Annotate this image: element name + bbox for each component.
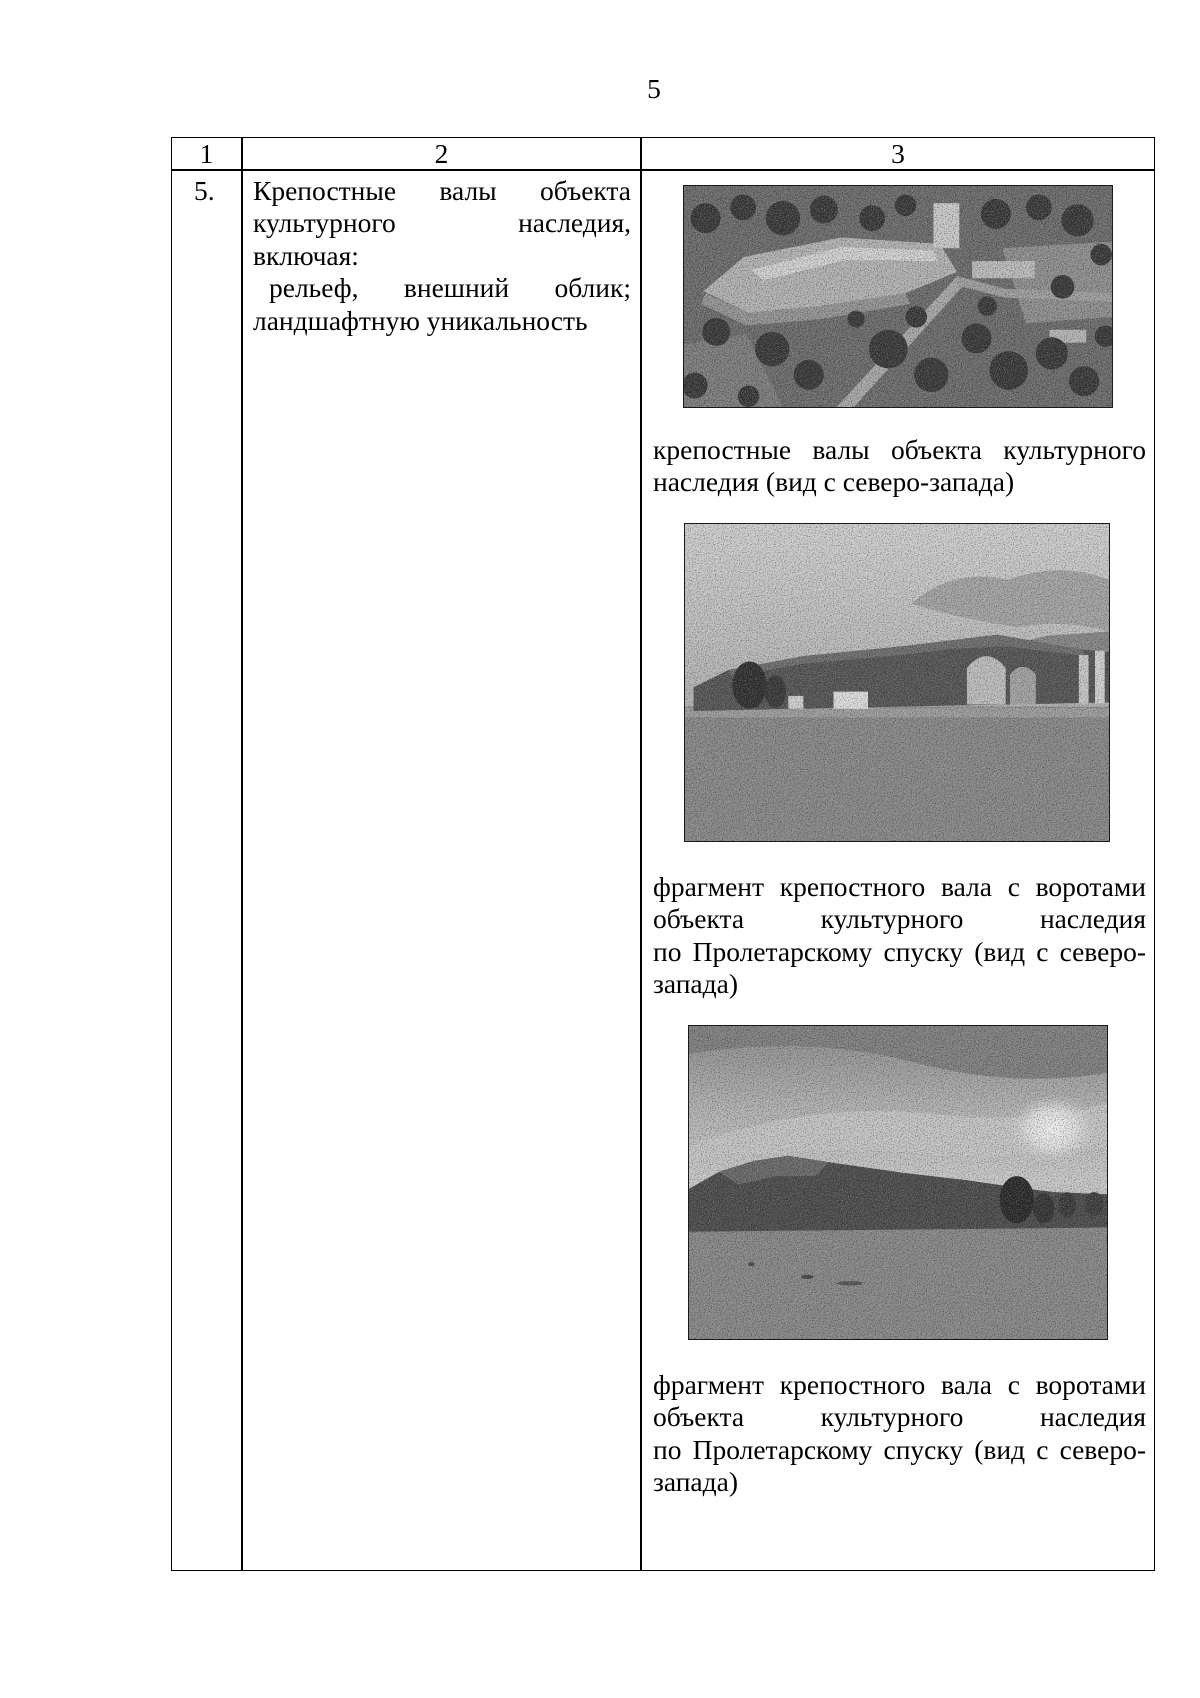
description-line: рельеф, внешний облик; <box>269 272 631 304</box>
photo-caption <box>653 434 1146 499</box>
rampart-gate-photo-graphic <box>685 524 1109 841</box>
caption-line: фрагмент крепостного вала с воротами <box>653 1369 1146 1400</box>
description-line: включая: <box>253 239 359 271</box>
caption-line: объекта культурного наследия <box>653 903 1146 935</box>
column-header-1: 1 <box>199 138 214 169</box>
column-divider-2 <box>640 137 642 1571</box>
aerial-photo-graphic <box>684 186 1112 407</box>
description-paragraph <box>253 175 631 272</box>
rampart-fragment-photo-graphic <box>689 1026 1107 1339</box>
caption-line: запада) <box>653 1466 738 1498</box>
caption-line: крепостные валы объекта культурного <box>653 434 1146 465</box>
photo-caption <box>653 1369 1146 1499</box>
object-description <box>253 175 631 337</box>
description-line: ландшафтную уникальность <box>253 304 588 336</box>
photo-rampart-fragment <box>688 1025 1108 1340</box>
description-line: культурного наследия, <box>253 207 631 239</box>
description-line: Крепостные валы объекта <box>253 175 631 206</box>
caption-line: объекта культурного наследия <box>653 1401 1146 1433</box>
photo-rampart-gate <box>684 523 1110 842</box>
row-number: 5. <box>194 175 215 206</box>
film-grain <box>689 1026 1107 1339</box>
column-header-3: 3 <box>891 138 905 169</box>
film-grain <box>685 524 1109 841</box>
caption-line: по Пролетарскому спуску (вид с северо- <box>653 1433 1146 1465</box>
caption-line: запада) <box>653 968 738 1000</box>
page-number: 5 <box>647 73 661 104</box>
caption-line: фрагмент крепостного вала с воротами <box>653 871 1146 902</box>
film-grain <box>684 186 1112 407</box>
caption-line: по Пролетарскому спуску (вид с северо- <box>653 935 1146 967</box>
photo-caption <box>653 871 1146 1001</box>
description-paragraph <box>253 272 631 337</box>
photo-aerial-view <box>683 185 1113 408</box>
column-divider-1 <box>241 137 243 1571</box>
caption-line: наследия (вид с северо-запада) <box>653 466 1015 498</box>
column-header-2: 2 <box>434 138 449 169</box>
